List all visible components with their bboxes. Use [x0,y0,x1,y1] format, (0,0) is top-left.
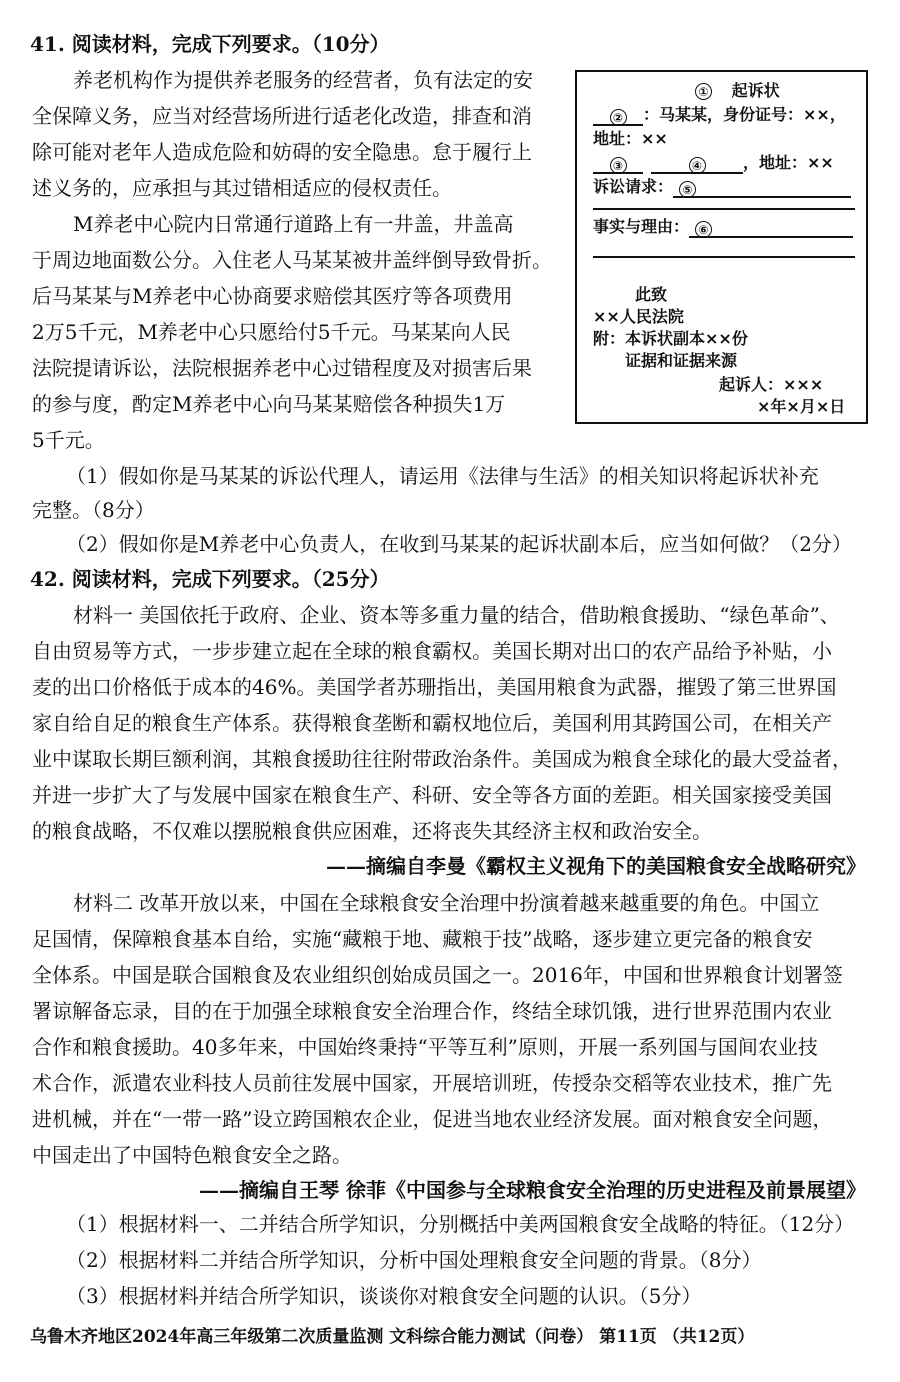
complaint-plaintiff-row [593,104,846,126]
complaint-date: ×年×月×日 [757,397,846,416]
material1-line: 家自给自足的粮食生产体系。获得粮食垄断和霸权地位后，美国利用其跨国公司，在相关产 [32,711,832,735]
blank-6[interactable] [689,218,853,238]
complaint-title: 起诉状 [731,81,780,100]
q41-para1-line: 养老机构作为提供养老服务的经营者，负有法定的安 [73,68,533,92]
blank-marker: ④ [689,157,706,174]
claims-row [593,176,851,198]
blank-marker: ① [695,83,712,100]
q41-para2-line: 5千元。 [32,428,105,452]
q41-para2-line: 2万5千元，M养老中心只愿给付5千元。马某某向人民 [32,320,511,344]
q41-para2-line: 法院提请诉讼，法院根据养老中心过错程度及对损害后果 [32,356,532,380]
material1-line: 并进一步扩大了与发展中国家在粮食生产、科研、安全等各方面的差距。相关国家接受美国 [32,783,832,807]
q41-para1-line: 全保障义务，应当对经营场所进行适老化改造，排查和消 [32,104,532,128]
material2-line: 合作和粮食援助。40多年来，中国始终秉持“平等互利”原则，开展一系列国与国间农业技 [32,1035,818,1059]
q41-sub2: （2）假如你是M养老中心负责人，在收到马某某的起诉状副本后，应当如何做？（2分） [66,532,852,556]
material1-line: 材料一 美国依托于政府、企业、资本等多重力量的结合，借助粮食援助、“绿色革命”、 [73,603,840,627]
material1-line: 业中谋取长期巨额利润，其粮食援助往往附带政治条件。美国成为粮食全球化的最大受益者， [32,747,852,771]
material2-line: 进机械，并在“一带一路”设立跨国粮农企业，促进当地农业经济发展。面对粮食安全问题， [32,1107,833,1131]
blank-marker: ② [610,109,627,126]
material2-line: 足国情，保障粮食基本自给，实施“藏粮于地、藏粮于技”战略，逐步建立更完备的粮食安 [32,927,813,951]
blank-3[interactable] [593,154,643,174]
answer-rule [593,208,855,210]
plaintiff-address: 地址：×× [593,129,668,148]
defendant-address: ，地址：×× [743,153,834,172]
facts-label: 事实与理由： [593,217,690,236]
material2-line: 材料二 改革开放以来，中国在全球粮食安全治理中扮演着越来越重要的角色。中国立 [73,891,820,915]
blank-marker: ⑥ [695,221,712,238]
complaint-salute: 此致 [635,285,668,304]
material2-line: 中国走出了中国特色粮食安全之路。 [32,1143,352,1167]
q42-sub3: （3）根据材料并结合所学知识，谈谈你对粮食安全问题的认识。（5分） [66,1284,702,1308]
blank-marker: ⑤ [679,181,696,198]
complaint-evidence: 证据和证据来源 [625,351,738,370]
page-footer: 乌鲁木齐地区2024年高三年级第二次质量监测 文科综合能力测试（问卷） 第11页 （共12页） [30,1327,755,1347]
q41-para2-line: 后马某某与M养老中心协商要求赔偿其医疗等各项费用 [32,284,513,308]
material2-source: ——摘编自王琴 徐菲《中国参与全球粮食安全治理的历史进程及前景展望》 [199,1178,866,1202]
q41-para2-line: 的参与度，酌定M养老中心向马某某赔偿各种损失1万 [32,392,506,416]
blank-4[interactable] [651,154,743,174]
complaint-court: ××人民法院 [593,307,684,326]
q41-para1-line: 述义务的，应承担与其过错相适应的侵权责任。 [32,176,452,200]
claims-label: 诉讼请求： [593,177,674,196]
facts-row [593,216,853,238]
blank-marker: ③ [610,157,627,174]
q41-sub1-cont: 完整。（8分） [32,498,155,522]
q42-sub1: （1）根据材料一、二并结合所学知识，分别概括中美两国粮食安全战略的特征。（12分） [66,1212,855,1236]
complaint-attachment: 附：本诉状副本××份 [593,329,748,348]
material1-line: 的粮食战略，不仅难以摆脱粮食供应困难，还将丧失其经济主权和政治安全。 [32,819,712,843]
q41-para2-line: 于周边地面数公分。入住老人马某某被井盖绊倒导致骨折。 [32,248,552,272]
material2-line: 术合作，派遣农业科技人员前往发展中国家，开展培训班，传授杂交稻等农业技术，推广先 [32,1071,832,1095]
complaint-plaintiff-sign: 起诉人：××× [719,375,824,394]
q41-para2-line: M养老中心院内日常通行道路上有一井盖，井盖高 [73,212,514,236]
plaintiff-info: ：马某某，身份证号：××， [643,105,846,124]
q41-sub1: （1）假如你是马某某的诉讼代理人，请运用《法律与生活》的相关知识将起诉状补充 [66,464,819,488]
blank-5[interactable] [673,178,851,198]
blank-2[interactable] [593,106,643,126]
material1-line: 自由贸易等方式，一步步建立起在全球的粮食霸权。美国长期对出口的农产品给予补贴，小 [32,639,832,663]
complaint-form [575,70,868,424]
material1-line: 麦的出口价格低于成本的46%。美国学者苏珊指出，美国用粮食为武器，摧毁了第三世界国 [32,675,837,699]
q42-title: 42. 阅读材料，完成下列要求。（25分） [30,567,390,591]
answer-rule [593,256,855,258]
q41-title: 41. 阅读材料，完成下列要求。（10分） [30,32,390,56]
complaint-heading [695,80,780,102]
q41-para1-line: 除可能对老年人造成危险和妨碍的安全隐患。怠于履行上 [32,140,532,164]
complaint-defendant-row [593,152,834,174]
q42-sub2: （2）根据材料二并结合所学知识，分析中国处理粮食安全问题的背景。（8分） [66,1248,762,1272]
material2-line: 全体系。中国是联合国粮食及农业组织创始成员国之一。2016年，中国和世界粮食计划署签 [32,963,843,987]
material1-source: ——摘编自李曼《霸权主义视角下的美国粮食安全战略研究》 [326,854,866,878]
material2-line: 署谅解备忘录，目的在于加强全球粮食安全治理合作，终结全球饥饿，进行世界范围内农业 [32,999,832,1023]
